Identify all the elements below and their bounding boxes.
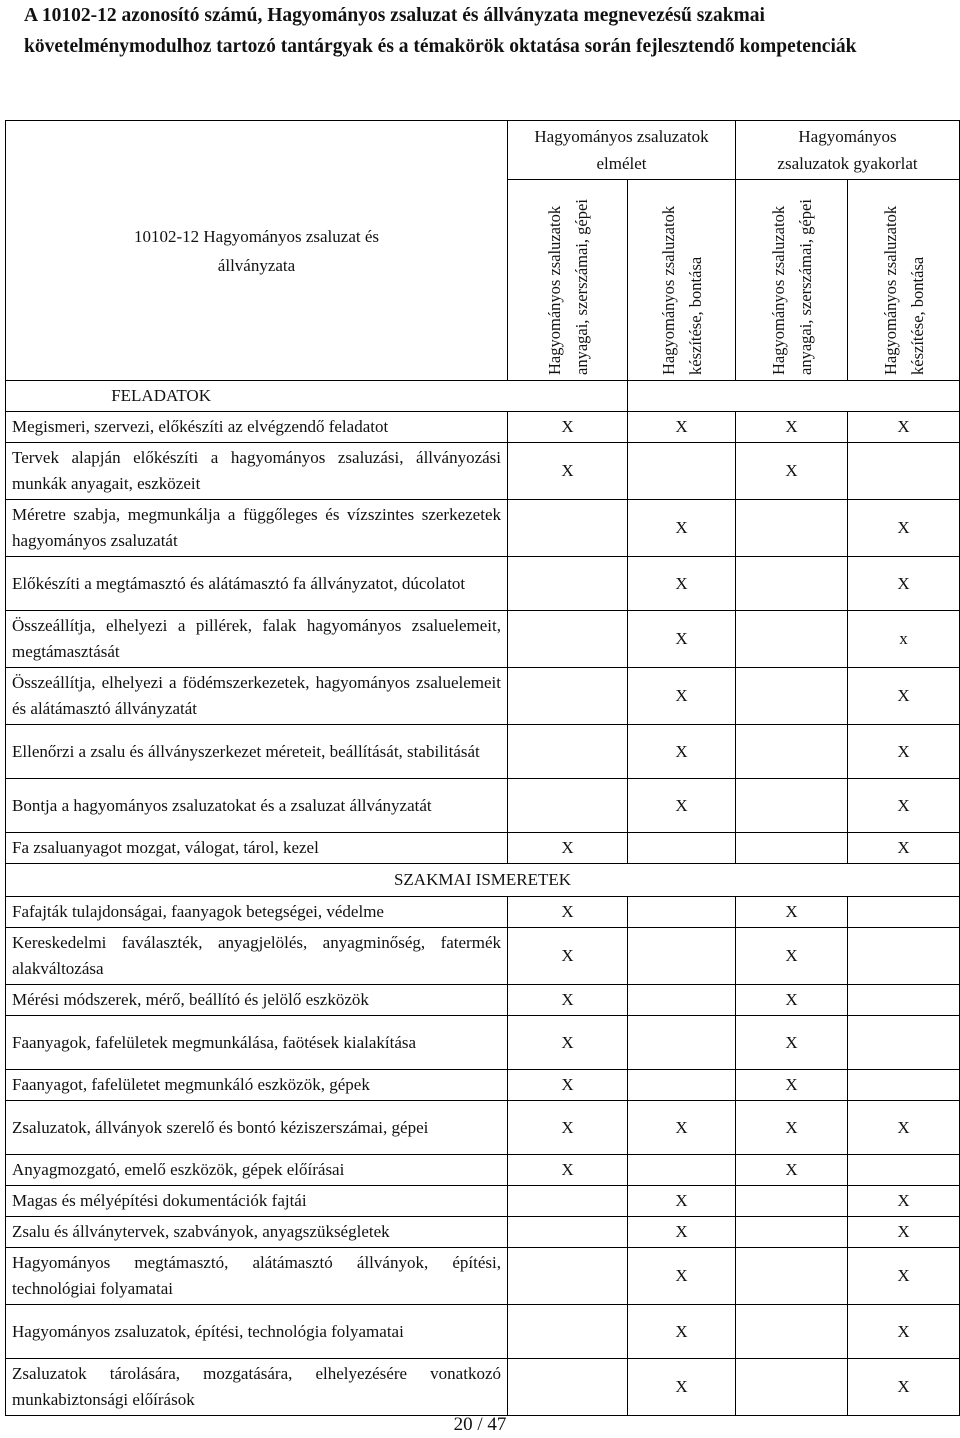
task-text: Előkészíti a megtámasztó és alátámasztó fa állványzatot, dúcolatot: [6, 557, 508, 611]
section-ismeretek: SZAKMAI ISMERETEK: [6, 864, 960, 897]
task-text: Magas és mélyépítési dokumentációk fajtái: [6, 1186, 508, 1217]
mark-cell: X: [508, 412, 628, 443]
mark-cell: [628, 1016, 736, 1070]
table-row: [6, 725, 960, 779]
mark-cell: X: [736, 412, 848, 443]
mark-cell: X: [628, 500, 736, 557]
table-row: [6, 1016, 960, 1070]
mark-cell: X: [848, 1186, 960, 1217]
table-row: [6, 897, 960, 928]
mark-cell: X: [508, 443, 628, 500]
mark-cell: X: [736, 443, 848, 500]
mark-cell: X: [848, 1248, 960, 1305]
mark-cell: X: [628, 1186, 736, 1217]
mark-cell: X: [736, 897, 848, 928]
mark-cell: X: [848, 668, 960, 725]
table-row: [6, 412, 960, 443]
task-text: Fafajták tulajdonságai, faanyagok betegségei, védelme: [6, 897, 508, 928]
mark-cell: [508, 500, 628, 557]
table-row: [6, 1305, 960, 1359]
table-row: [6, 1248, 960, 1305]
mark-cell: X: [508, 1155, 628, 1186]
mark-cell: X: [628, 725, 736, 779]
mark-cell: [628, 443, 736, 500]
task-text: Bontja a hagyományos zsaluzatokat és a zsaluzat állványzatát: [6, 779, 508, 833]
mark-cell: [628, 985, 736, 1016]
mark-cell: X: [508, 928, 628, 985]
section-row: [6, 381, 960, 412]
mark-cell: X: [508, 1101, 628, 1155]
mark-cell: X: [736, 985, 848, 1016]
mark-cell: [736, 1217, 848, 1248]
mark-cell: [848, 985, 960, 1016]
mark-cell: X: [508, 833, 628, 864]
task-text: Tervek alapján előkészíti a hagyományos zsaluzási, állványozási munkák anyagait, eszközeit: [6, 443, 508, 500]
mark-cell: [736, 611, 848, 668]
task-text: Fa zsaluanyagot mozgat, válogat, tárol, kezel: [6, 833, 508, 864]
task-text: Zsalu és állványtervek, szabványok, anyagszükségletek: [6, 1217, 508, 1248]
mark-cell: X: [628, 1217, 736, 1248]
mark-cell: [508, 1359, 628, 1416]
task-text: Ellenőrzi a zsalu és állványszerkezet méreteit, beállítását, stabilitását: [6, 725, 508, 779]
task-text: Kereskedelmi faválaszték, anyagjelölés, anyagminőség, fatermék alakváltozása: [6, 928, 508, 985]
mark-cell: [628, 897, 736, 928]
mark-cell: [736, 725, 848, 779]
column-header: Hagyományos zsaluzatok készítése, bontása: [848, 180, 960, 381]
mark-cell: [508, 1186, 628, 1217]
mark-cell: X: [628, 668, 736, 725]
column-header: Hagyományos zsaluzatok anyagai, szerszámai, gépei: [736, 180, 848, 381]
mark-cell: [508, 725, 628, 779]
task-text: Zsaluzatok tárolására, mozgatására, elhelyezésére vonatkozó munkabiztonsági előírások: [6, 1359, 508, 1416]
group-gyakorlat: Hagyományos zsaluzatok gyakorlat: [736, 121, 960, 180]
table-row: [6, 1186, 960, 1217]
task-text: Összeállítja, elhelyezi a födémszerkezetek, hagyományos zsaluelemeit és alátámasztó állványzatát: [6, 668, 508, 725]
table-row: [6, 985, 960, 1016]
mark-cell: [848, 1070, 960, 1101]
mark-cell: X: [628, 1305, 736, 1359]
task-text: Hagyományos zsaluzatok, építési, technológia folyamatai: [6, 1305, 508, 1359]
table-row: [6, 1070, 960, 1101]
mark-cell: X: [736, 1101, 848, 1155]
table-row: [6, 500, 960, 557]
mark-cell: [736, 1248, 848, 1305]
table-row: [6, 779, 960, 833]
table-row: [6, 611, 960, 668]
mark-cell: X: [628, 1359, 736, 1416]
task-text: Faanyagok, fafelületek megmunkálása, faötések kialakítása: [6, 1016, 508, 1070]
mark-cell: X: [848, 412, 960, 443]
task-text: Mérési módszerek, mérő, beállító és jelölő eszközök: [6, 985, 508, 1016]
mark-cell: [508, 1248, 628, 1305]
mark-cell: x: [848, 611, 960, 668]
mark-cell: X: [508, 1016, 628, 1070]
mark-cell: [736, 557, 848, 611]
mark-cell: X: [736, 1016, 848, 1070]
mark-cell: [508, 557, 628, 611]
mark-cell: X: [508, 897, 628, 928]
mark-cell: [736, 1186, 848, 1217]
mark-cell: X: [736, 1070, 848, 1101]
mark-cell: [736, 668, 848, 725]
mark-cell: X: [628, 779, 736, 833]
mark-cell: X: [848, 1359, 960, 1416]
mark-cell: X: [628, 412, 736, 443]
mark-cell: X: [628, 557, 736, 611]
mark-cell: [736, 1359, 848, 1416]
mark-cell: [736, 500, 848, 557]
mark-cell: X: [508, 1070, 628, 1101]
mark-cell: X: [628, 1101, 736, 1155]
mark-cell: X: [736, 928, 848, 985]
document-heading: A 10102-12 azonosító számú, Hagyományos zsaluzat és állványzata megnevezésű szakmai követelménymodulhoz tartozó tantárgyak és a témakörök oktatása során fejlesztendő kompetenciák: [24, 5, 857, 57]
mark-cell: [736, 833, 848, 864]
table-row: [6, 668, 960, 725]
competency-table: [5, 120, 960, 1416]
mark-cell: [848, 443, 960, 500]
mark-cell: [628, 928, 736, 985]
mark-cell: [848, 1016, 960, 1070]
column-header: Hagyományos zsaluzatok anyagai, szerszámai, gépei: [508, 180, 628, 381]
table-row: [6, 557, 960, 611]
mark-cell: [736, 1305, 848, 1359]
table-row: [6, 443, 960, 500]
task-text: Összeállítja, elhelyezi a pillérek, falak hagyományos zsaluelemeit, megtámasztását: [6, 611, 508, 668]
header-row-groups: [6, 121, 960, 180]
task-text: Zsaluzatok, állványok szerelő és bontó kéziszerszámai, gépei: [6, 1101, 508, 1155]
mark-cell: X: [508, 985, 628, 1016]
task-text: Faanyagot, fafelületet megmunkáló eszközök, gépek: [6, 1070, 508, 1101]
table-row: [6, 833, 960, 864]
mark-cell: [628, 833, 736, 864]
mark-cell: X: [848, 1305, 960, 1359]
mark-cell: X: [848, 1101, 960, 1155]
column-header: Hagyományos zsaluzatok készítése, bontása: [628, 180, 736, 381]
task-text: Méretre szabja, megmunkálja a függőleges és vízszintes szerkezetek hagyományos zsaluzatát: [6, 500, 508, 557]
mark-cell: X: [848, 557, 960, 611]
mark-cell: [508, 1305, 628, 1359]
mark-cell: X: [848, 779, 960, 833]
mark-cell: [508, 779, 628, 833]
table-row: [6, 1217, 960, 1248]
mark-cell: [848, 897, 960, 928]
mark-cell: [508, 611, 628, 668]
table-row: [6, 928, 960, 985]
mark-cell: [848, 1155, 960, 1186]
module-label-line: 10102-12 Hagyományos zsaluzat és: [133, 226, 380, 246]
mark-cell: X: [736, 1155, 848, 1186]
task-text: Hagyományos megtámasztó, alátámasztó állványok, építési, technológiai folyamatai: [6, 1248, 508, 1305]
mark-cell: X: [848, 725, 960, 779]
mark-cell: X: [848, 833, 960, 864]
module-label-line: állványzata: [217, 255, 296, 275]
mark-cell: [628, 1155, 736, 1186]
mark-cell: [736, 779, 848, 833]
section-row: [6, 864, 960, 897]
table-row: [6, 1155, 960, 1186]
task-text: Anyagmozgató, emelő eszközök, gépek előírásai: [6, 1155, 508, 1186]
mark-cell: [508, 668, 628, 725]
module-label-cell: [6, 121, 508, 381]
task-text: Megismeri, szervezi, előkészíti az elvégzendő feladatot: [6, 412, 508, 443]
table-row: [6, 1101, 960, 1155]
section-feladatok: FELADATOK: [6, 381, 628, 412]
mark-cell: [508, 1217, 628, 1248]
mark-cell: [628, 1070, 736, 1101]
table-row: [6, 1359, 960, 1416]
mark-cell: X: [628, 611, 736, 668]
page-number: 20 / 47: [453, 1414, 507, 1435]
mark-cell: X: [628, 1248, 736, 1305]
mark-cell: X: [848, 1217, 960, 1248]
mark-cell: [848, 928, 960, 985]
mark-cell: X: [848, 500, 960, 557]
group-elmelet: Hagyományos zsaluzatok elmélet: [508, 121, 736, 180]
